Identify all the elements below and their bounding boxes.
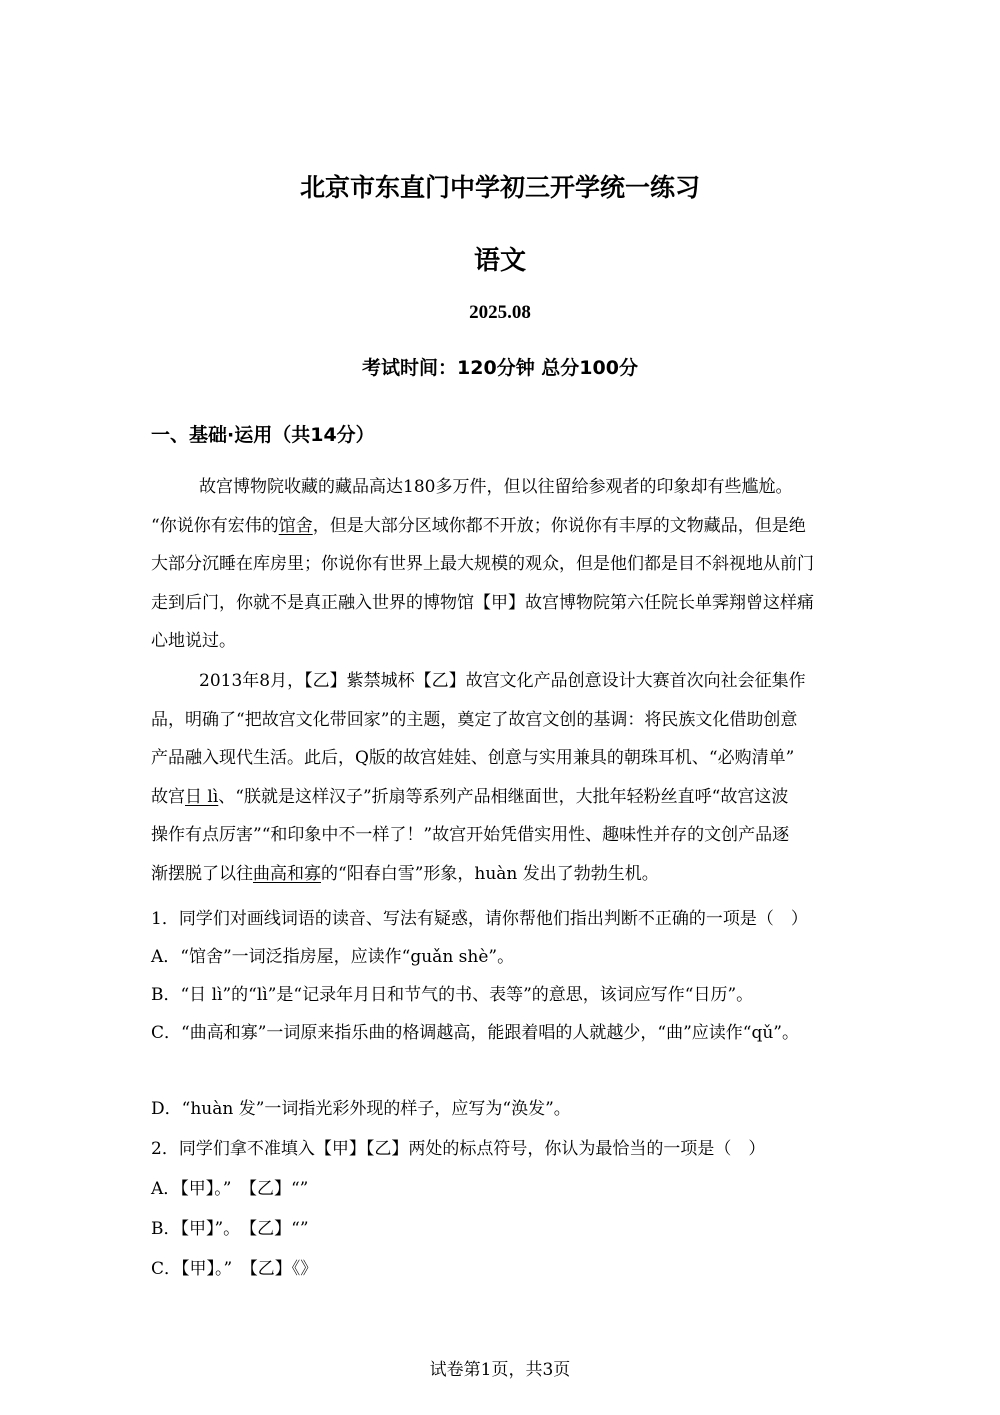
question-2-option-a: A．【甲】。” 【乙】“” (151, 1179, 309, 1199)
passage-line (151, 816, 851, 855)
question-1-option-b: B．“日 lì”的“lì”是“记录年月日和节气的书、表等”的意思，该词应写作“日历”。 (151, 985, 754, 1005)
line-text: 品，明确了“把故宫文化带回家”的主题，奠定了故宫文创的基调：将民族文化借助创意 (151, 709, 798, 730)
passage-line (151, 584, 851, 623)
question-1-option-a: A．“馆舍”一词泛指房屋，应读作“guǎn shè”。 (151, 947, 515, 967)
passage-line (151, 855, 851, 894)
passage-paragraph-1 (151, 468, 851, 661)
line-text: 故宫 (151, 786, 185, 807)
passage-line (151, 662, 851, 701)
passage-paragraph-2 (151, 662, 851, 894)
line-text: 故宫博物院收藏的藏品高达180多万件，但以往留给参观者的印象却有些尴尬。 (199, 477, 793, 497)
line-text: 走到后门，你就不是真正融入世界的博物馆【甲】故宫博物院第六任院长单霁翔曾这样痛 (151, 592, 814, 613)
passage-line (151, 739, 851, 778)
line-text: 、“朕就是这样汉子”折扇等系列产品相继面世，大批年轻粉丝直呼“故宫这波 (218, 786, 789, 807)
line-text: 大部分沉睡在库房里；你说你有世界上最大规模的观众，但是他们都是目不斜视地从前门 (151, 554, 814, 575)
line-text: 2013年8月，【乙】紫禁城杯【乙】故宫文化产品创意设计大赛首次向社会征集作 (199, 671, 806, 691)
passage-line (151, 468, 851, 507)
question-1-stem: 1．同学们对画线词语的读音、写法有疑惑，请你帮他们指出判断不正确的一项是（ ） (151, 909, 808, 929)
underlined-word: 馆舍 (278, 515, 313, 536)
subject-title: 语文 (473, 246, 526, 276)
line-text: 心地说过。 (151, 631, 236, 652)
section-heading: 一、基础·运用（共14分） (151, 424, 375, 446)
question-1-option-d: D．“huàn 发”一词指光彩外现的样子，应写为“涣发”。 (151, 1099, 571, 1119)
passage-line (151, 507, 851, 546)
question-1-option-c: C．“曲高和寡”一词原来指乐曲的格调越高，能跟着唱的人就越少，“曲”应读作“qǔ”。 (151, 1023, 799, 1043)
underlined-word: 日 lì (185, 786, 219, 807)
passage-line (151, 778, 851, 817)
line-text: 的“阳春白雪”形象，huàn 发出了勃勃生机。 (321, 863, 659, 884)
line-text: 操作有点厉害”“和印象中不一样了！”故宫开始凭借实用性、趣味性并存的文创产品逐 (151, 825, 790, 846)
line-text: ，但是大部分区域你都不开放；你说你有丰厚的文物藏品，但是绝 (312, 515, 806, 536)
exam-date: 2025.08 (469, 302, 531, 323)
question-2-option-b: B．【甲】”。 【乙】“” (151, 1219, 309, 1239)
line-text: “你说你有宏伟的 (151, 515, 279, 536)
exam-info: 考试时间：120分钟 总分100分 (362, 357, 638, 379)
passage-line (151, 701, 851, 740)
line-text: 产品融入现代生活。此后，Q版的故宫娃娃、创意与实用兼具的朝珠耳机、“必购清单” (151, 748, 795, 769)
passage-line (151, 545, 851, 584)
question-2-stem: 2．同学们拿不准填入【甲】【乙】两处的标点符号，你认为最恰当的一项是（ ） (151, 1139, 766, 1159)
line-text: 渐摆脱了以往 (151, 863, 253, 884)
passage-line (151, 622, 851, 661)
exam-title: 北京市东直门中学初三开学统一练习 (299, 173, 700, 202)
page-footer: 试卷第1页，共3页 (429, 1360, 571, 1380)
underlined-word: 曲高和寡 (253, 863, 321, 884)
question-2-option-c: C．【甲】。” 【乙】《》 (151, 1259, 318, 1279)
